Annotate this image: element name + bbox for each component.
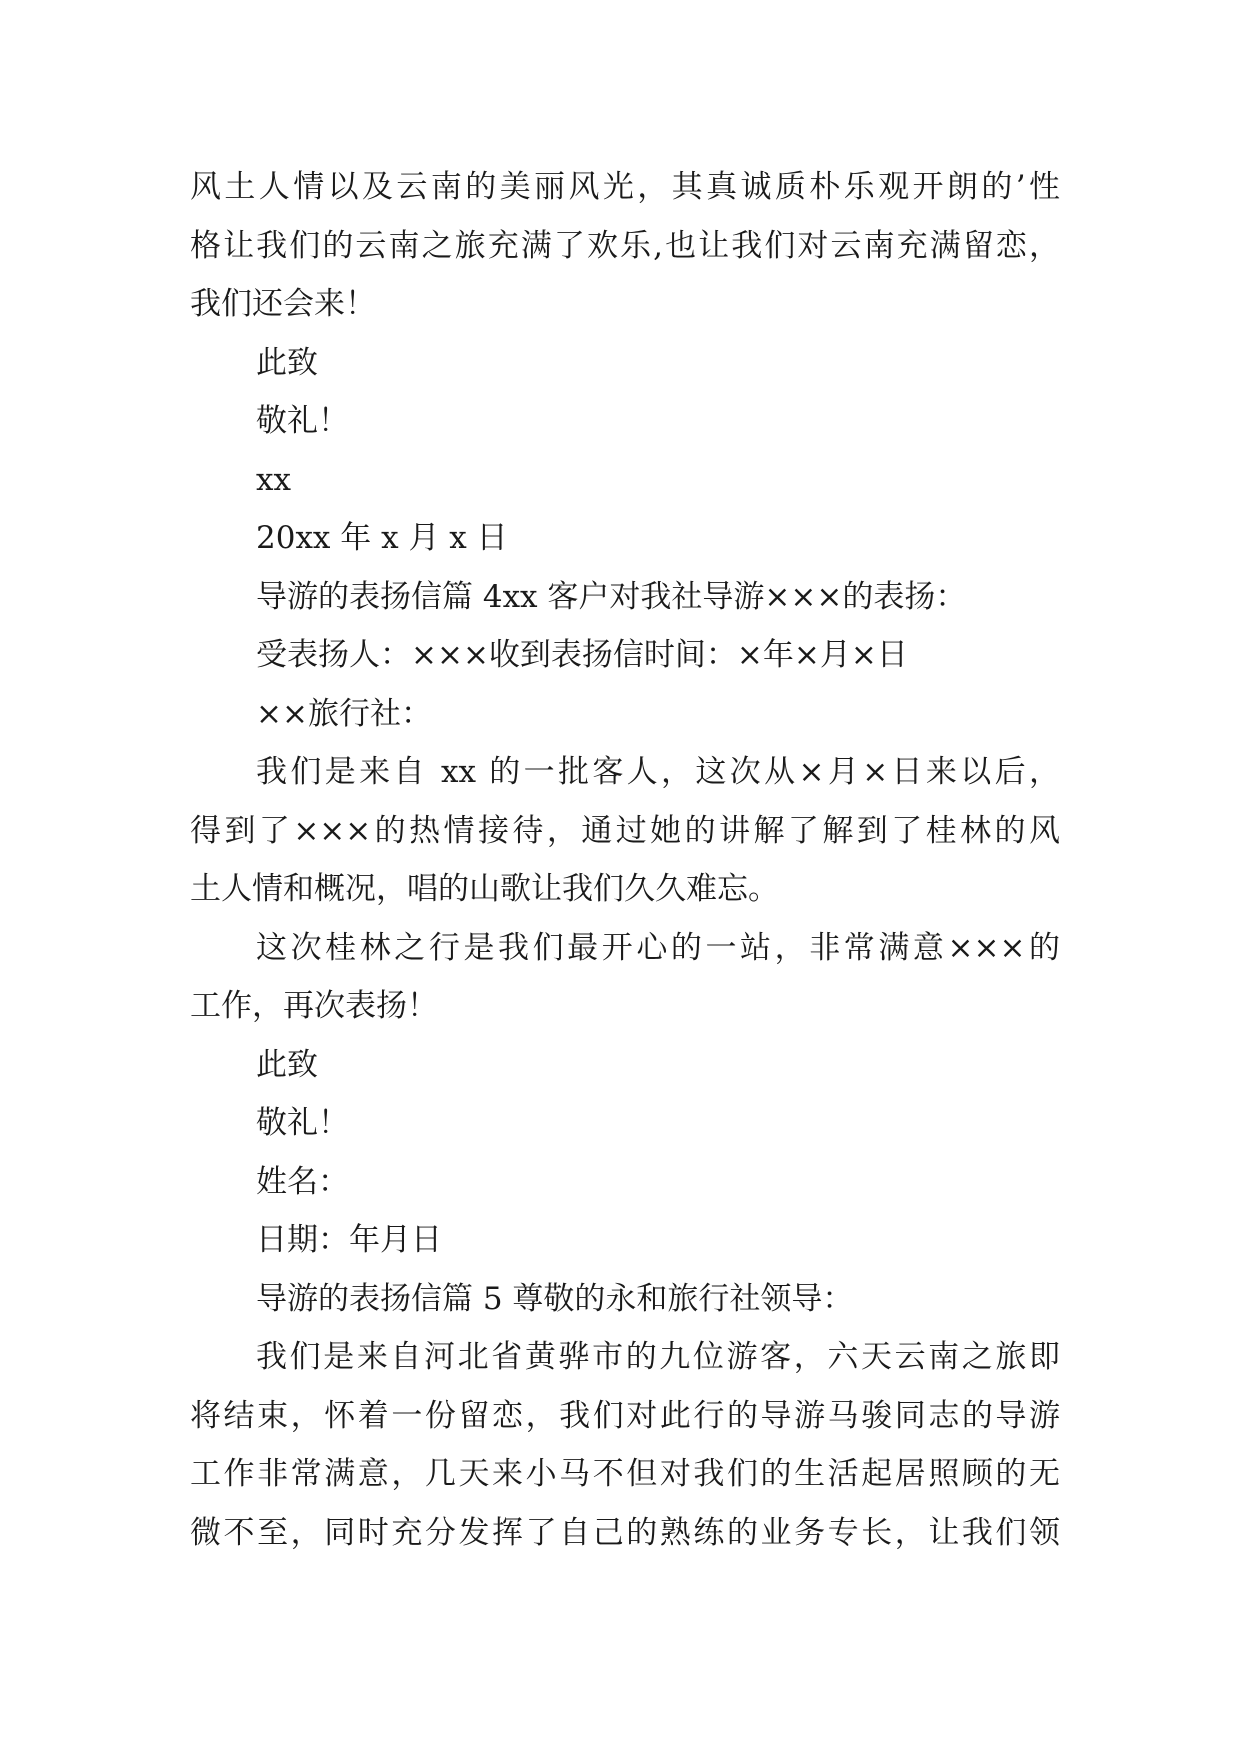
signature-name: 姓名： (256, 1163, 349, 1200)
paragraph-line: 风土人情以及云南的美丽风光，其真诚质朴乐观开朗的’性 (190, 169, 1060, 205)
signature-date: 日期：年月日 (256, 1222, 442, 1258)
paragraph-line: 土人情和概况，唱的山歌让我们久久难忘。 (190, 871, 779, 907)
paragraph-line: 这次桂林之行是我们最开心的一站，非常满意×××的 (256, 929, 1060, 966)
paragraph-line: 受表扬人：×××收到表扬信时间：×年×月×日 (256, 637, 908, 673)
paragraph-line: 工作非常满意，几天来小马不但对我们的生活起居照顾的无 (190, 1456, 1060, 1492)
paragraph-line: 得到了×××的热情接待，通过她的讲解了解到了桂林的风 (190, 812, 1060, 849)
paragraph-line: 格让我们的云南之旅充满了欢乐,也让我们对云南充满留恋， (190, 227, 1060, 264)
letter-body (190, 158, 1060, 1562)
paragraph-line: 我们还会来！ (190, 286, 376, 322)
section-heading: 导游的表扬信篇 4xx 客户对我社导游×××的表扬： (256, 578, 967, 615)
paragraph-line: 将结束，怀着一份留恋，我们对此行的导游马骏同志的导游 (190, 1397, 1060, 1434)
paragraph-line: 我们是来自 xx 的一批客人，这次从×月×日来以后， (256, 754, 1060, 790)
closing-line: 此致 (256, 344, 318, 381)
closing-line: 敬礼！ (256, 403, 349, 439)
closing-line: 敬礼！ (256, 1105, 349, 1141)
paragraph-line: 我们是来自河北省黄骅市的九位游客，六天云南之旅即 (256, 1339, 1060, 1375)
signature-name: xx (256, 461, 291, 498)
closing-line: 此致 (256, 1046, 318, 1083)
section-heading: 导游的表扬信篇 5 尊敬的永和旅行社领导： (256, 1280, 854, 1317)
salutation-line: ××旅行社： (256, 695, 432, 732)
signature-date: 20xx 年 x 月 x 日 (256, 520, 508, 556)
paragraph-line: 工作，再次表扬！ (190, 988, 438, 1024)
paragraph-line: 微不至，同时充分发挥了自己的熟练的业务专长，让我们领 (190, 1514, 1060, 1551)
